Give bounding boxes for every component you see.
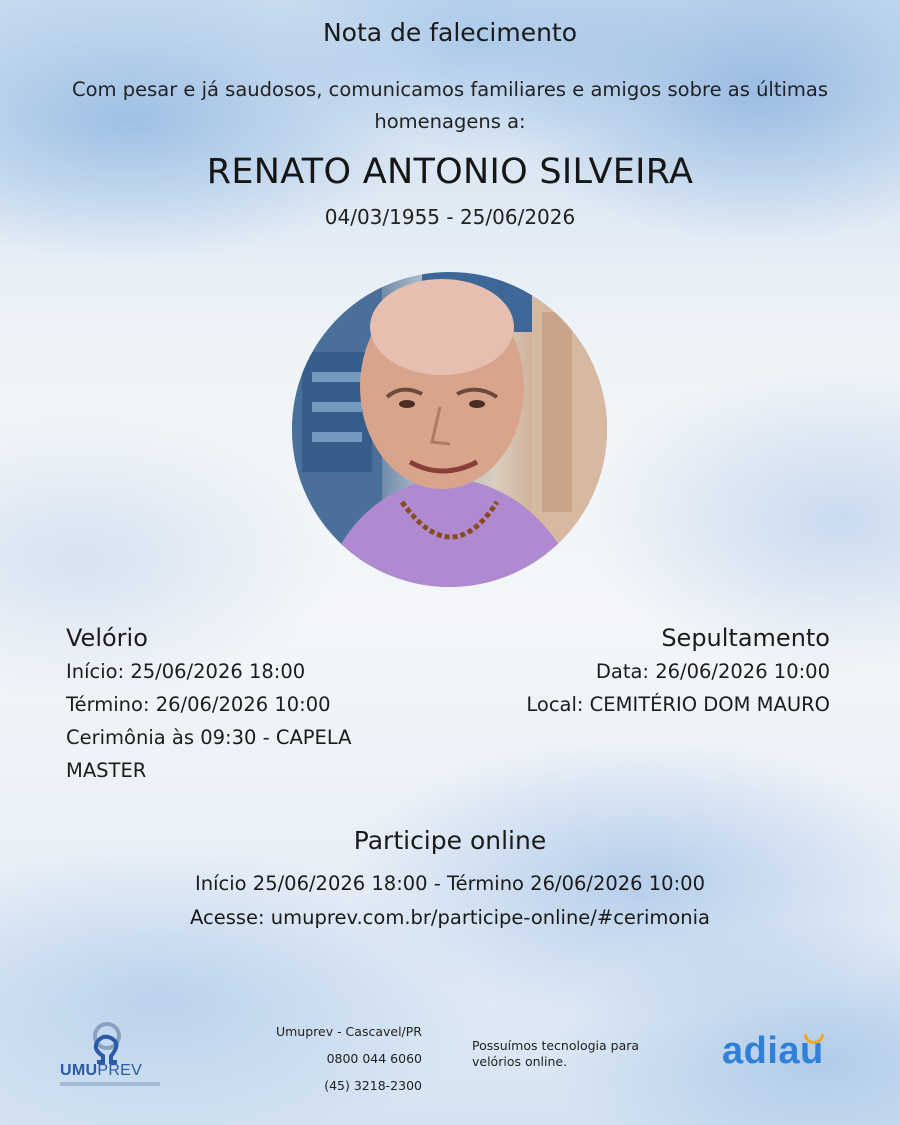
deceased-photo: [292, 272, 607, 587]
velorio-section: [66, 622, 386, 787]
adiau-wordmark-u: u: [800, 1030, 824, 1072]
contact-info: [250, 1018, 422, 1099]
velorio-ceremony: Cerimônia às 09:30 - CAPELA MASTER: [66, 726, 352, 782]
life-dates: 04/03/1955 - 25/06/2026: [324, 205, 576, 229]
sepultamento-date: Data: 26/06/2026 10:00: [595, 660, 830, 683]
sepultamento-location: Local: CEMITÉRIO DOM MAURO: [526, 693, 830, 716]
velorio-start: Início: 25/06/2026 18:00: [66, 660, 306, 683]
online-link[interactable]: Acesse: umuprev.com.br/participe-online/#cerimonia: [189, 906, 711, 929]
omega-emblem-icon: [85, 1018, 135, 1068]
contact-phone-tollfree: 0800 044 6060: [326, 1051, 422, 1066]
umuprev-logo: [60, 1018, 170, 1088]
contact-phone-local: (45) 3218-2300: [324, 1078, 422, 1093]
sepultamento-section: [470, 622, 830, 721]
online-period: Início 25/06/2026 18:00 - Término 26/06/2026 10:00: [195, 872, 705, 895]
velorio-end: Término: 26/06/2026 10:00: [66, 693, 331, 716]
deceased-name: RENATO ANTONIO SILVEIRA: [206, 152, 694, 192]
umuprev-wordmark: [60, 1062, 142, 1080]
online-tech-note: Possuímos tecnologia para velórios online.: [472, 1038, 640, 1069]
notice-intro: Com pesar e já saudosos, comunicamos familiares e amigos sobre as últimas homenagens a:: [71, 78, 829, 133]
contact-city: Umuprev - Cascavel/PR: [275, 1024, 422, 1039]
online-heading: Participe online: [353, 826, 547, 855]
velorio-heading: Velório: [66, 624, 148, 652]
sepultamento-heading: Sepultamento: [661, 624, 830, 652]
umuprev-tagline-bar: [60, 1082, 160, 1086]
umuprev-wordmark-bold: UMU: [60, 1062, 98, 1079]
notice-title: Nota de falecimento: [322, 18, 578, 47]
adiau-wordmark-a: adia: [722, 1030, 801, 1072]
umuprev-wordmark-light: PREV: [97, 1062, 143, 1079]
adiau-logo: [722, 1030, 824, 1073]
